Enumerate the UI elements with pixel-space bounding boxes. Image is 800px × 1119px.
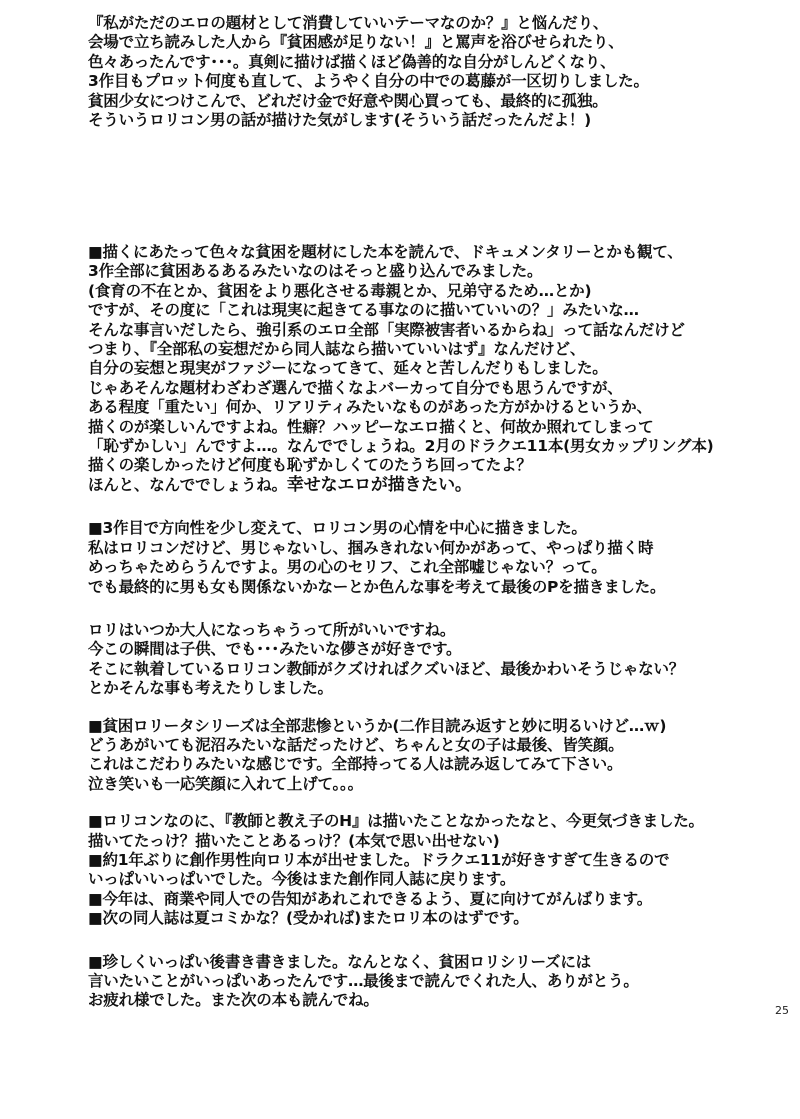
text-line: (食育の不在とか、貧困をより悪化させる毒親とか、兄弟守るため…とか) xyxy=(88,281,592,300)
text-line: 今この瞬間は子供、でも･･･みたいな儚さが好きです。 xyxy=(88,640,462,659)
text-line: いっぱいいっぱいでした。今後はまた創作同人誌に戻ります。 xyxy=(88,870,516,889)
text-line: ■貧困ロリータシリーズは全部悲惨というか(二作目読み返すと妙に明るいけど…ｗ) xyxy=(88,716,667,735)
text-line: 描くのが楽しいんですよね。性癖？ハッピーなエロ描くと、何故か照れてしまって xyxy=(88,417,654,436)
text-line: ■珍しくいっぱい後書き書きました。なんとなく、貧困ロリシリーズには xyxy=(88,952,591,971)
text-line: これはこだわりみたいな感じです。全部持ってる人は読み返してみて下さい。 xyxy=(88,755,623,774)
intro-paragraph xyxy=(88,14,738,130)
text-line: そういうロリコン男の話が描けた気がします(そういう話だったんだよ！) xyxy=(88,111,592,130)
page-number: 25 xyxy=(775,1004,789,1017)
text-line: でも最終的に男も女も関係ないかなーとか色んな事を考えて最後のPを描きました。 xyxy=(88,577,666,596)
paragraph-notes xyxy=(88,812,748,928)
text-line: 『私がただのエロの題材として消費していいテーマなのか？』と悩んだり、 xyxy=(88,14,609,32)
text-line: 「恥ずかしい」んですよ…。なんででしょうね。2月のドラクエ11本(男女カップリング本) xyxy=(88,437,714,456)
text-line: じゃあそんな題材わざわざ選んで描くなよバーカって自分でも思うんですが、 xyxy=(88,378,623,397)
text-line: つまり、『全部私の妄想だから同人誌なら描いていいはず』なんだけど、 xyxy=(88,340,586,359)
text-line: 言いたいことがいっぱいあったんです…最後まで読んでくれた人、ありがとう。 xyxy=(88,972,639,990)
text-line: めっちゃためらうんですよ。男の心のセリフ、これ全部嘘じゃない？って。 xyxy=(88,558,607,577)
text-line: ある程度「重たい」何か、リアリティみたいなものがあった方がかけるというか、 xyxy=(88,398,652,417)
plain-text: ほんと、なんででしょうね。 xyxy=(88,475,287,494)
text-line: そんな事言いだしたら、強引系のエロ全部「実際被害者いるからね」って話なんだけど xyxy=(88,320,685,339)
text-line: お疲れ様でした。また次の本も読んでね。 xyxy=(88,991,379,1010)
text-line: 泣き笑いも一応笑顔に入れて上げて。。。 xyxy=(88,774,363,793)
paragraph-research xyxy=(88,243,748,495)
text-line: ロリはいつか大人になっちゃうって所がいいですね。 xyxy=(88,620,456,639)
text-line: そこに執着しているロリコン教師がクズければクズいほど、最後かわいそうじゃない？ xyxy=(88,659,685,678)
text-line: とかそんな事も考えたりしました。 xyxy=(88,679,333,698)
text-line: ■描くにあたって色々な貧困を題材にした本を読んで、ドキュメンタリーとかも観て、 xyxy=(88,243,683,261)
text-line: 貧困少女につけこんで、どれだけ金で好意や関心買っても、最終的に孤独。 xyxy=(88,91,608,110)
text-line: 会場で立ち読みした人から『貧困感が足りない！』と罵声を浴びせられたり、 xyxy=(88,33,624,52)
paragraph-series xyxy=(88,717,748,795)
text-line: ですが、その度に「これは現実に起きてる事なのに描いていいの？」みたいな… xyxy=(88,301,639,320)
text-line: 自分の妄想と現実がファジーになってきて、延々と苦しんだりもしました。 xyxy=(88,359,608,378)
text-line: 描いてたっけ？描いたことあるっけ？(本気で思い出せない) xyxy=(88,831,500,850)
paragraph-closing xyxy=(88,953,748,1011)
emphasis-text: 幸せなエロが描きたい。 xyxy=(286,474,472,495)
text-line: どうあがいても泥沼みたいな話だったけど、ちゃんと女の子は最後、皆笑顔。 xyxy=(88,735,624,754)
text-line: ■3作目で方向性を少し変えて、ロリコン男の心情を中心に描きました。 xyxy=(88,519,587,538)
paragraph-loli xyxy=(88,621,748,699)
afterword-body xyxy=(88,243,748,1011)
text-line: 私はロリコンだけど、男じゃないし、掴みきれない何かがあって、やっぱり描く時 xyxy=(88,538,654,557)
text-line: ■ロリコンなのに、『教師と教え子のH』は描いたことなかったなと、今更気づきました。 xyxy=(88,812,704,831)
text-line: 描くの楽しかったけど何度も恥ずかしくてのたうち回ってたよ？ xyxy=(88,456,532,475)
text-line: ■今年は、商業や同人での告知があれこれできるよう、夏に向けてがんばります。 xyxy=(88,889,653,908)
text-line-final xyxy=(88,476,748,495)
text-line: ■次の同人誌は夏コミかな？(受かれば)またロリ本のはずです。 xyxy=(88,909,529,928)
text-line: 3作全部に貧困あるあるみたいなのはそっと盛り込んでみました。 xyxy=(88,262,543,281)
paragraph-direction xyxy=(88,519,748,597)
text-line: 色々あったんです･･･。真剣に描けば描くほど偽善的な自分がしんどくなり、 xyxy=(88,52,616,71)
text-line: ■約1年ぶりに創作男性向ロリ本が出せました。ドラクエ11が好きすぎて生きるので xyxy=(88,850,670,869)
text-line: 3作目もプロット何度も直して、ようやく自分の中での葛藤が一区切りしました。 xyxy=(88,72,649,91)
